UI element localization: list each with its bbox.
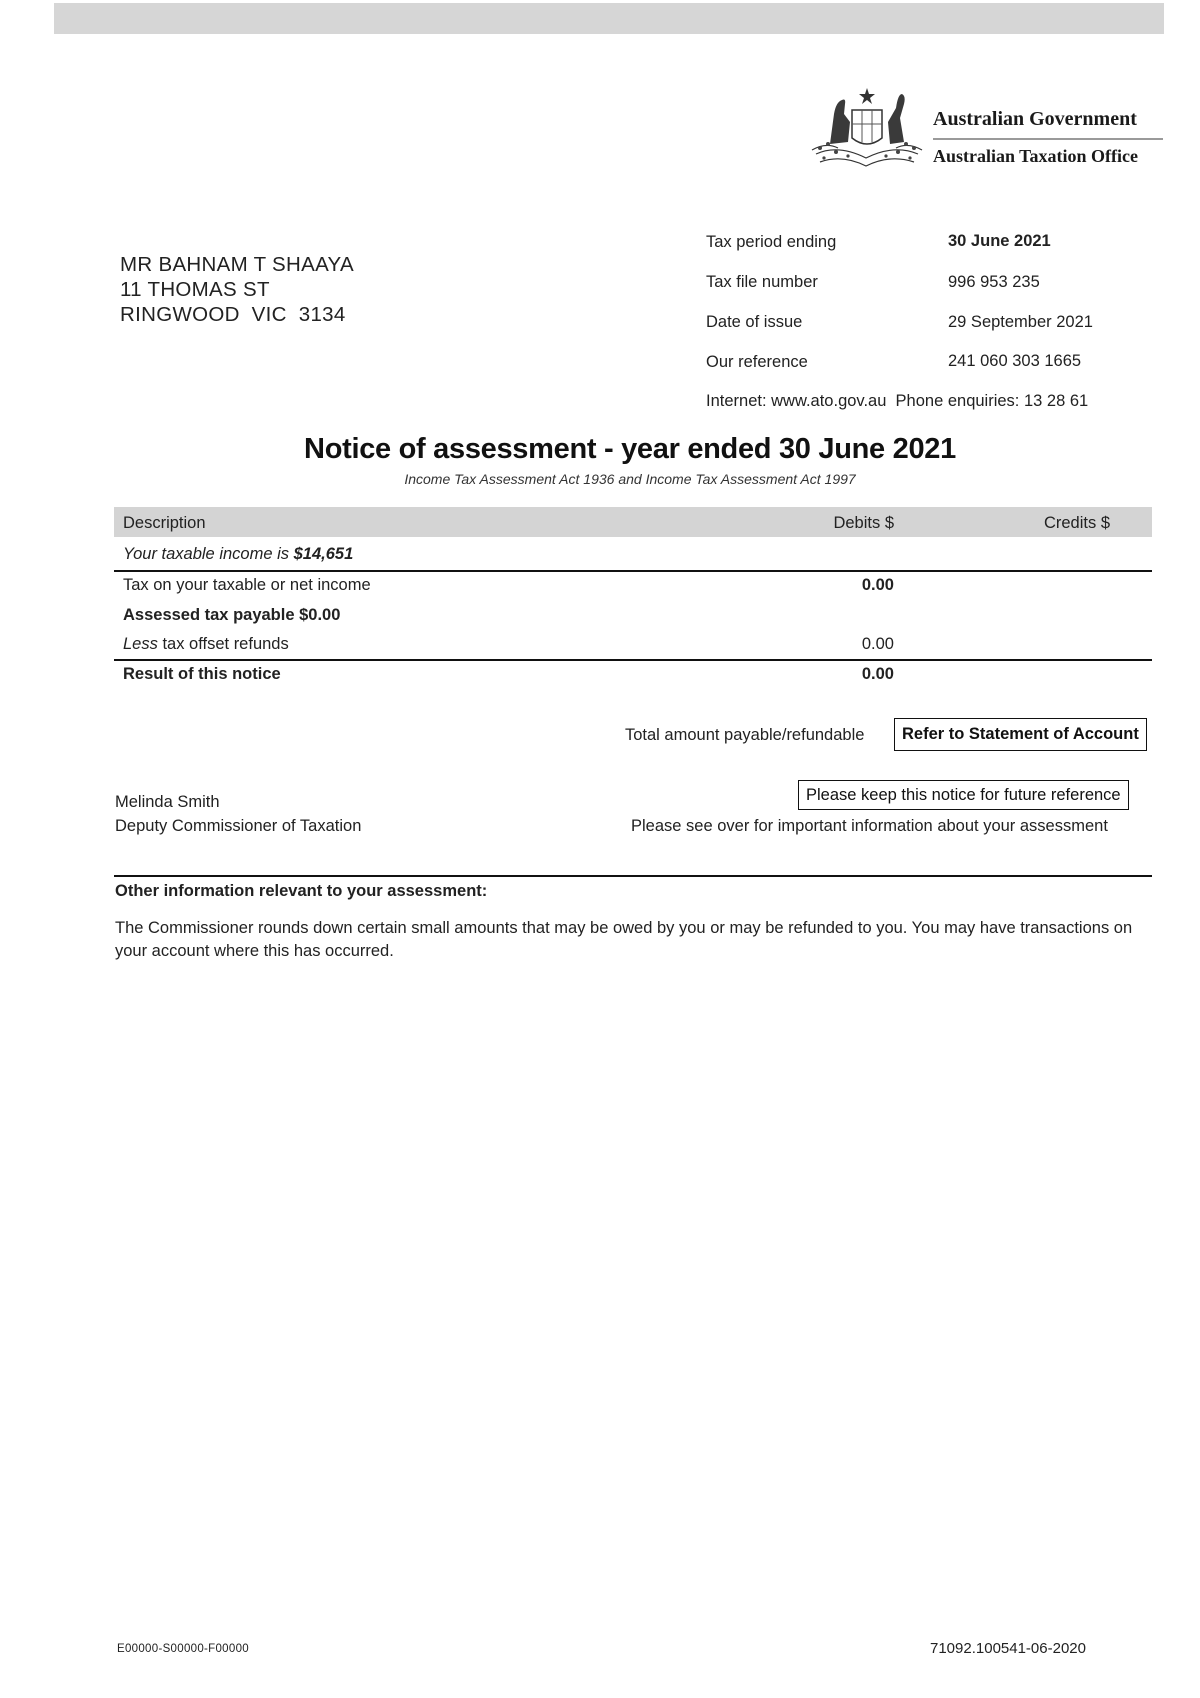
table-row-offset-debit: 0.00 xyxy=(861,635,894,653)
footer-code-left: E00000-S00000-F00000 xyxy=(117,1643,249,1655)
total-amount-label: Total amount payable/refundable xyxy=(625,726,865,744)
table-header xyxy=(114,507,1152,537)
taxable-income-prefix: Your taxable income is xyxy=(123,545,290,563)
footer-code-right: 71092.100541-06-2020 xyxy=(930,1640,1086,1657)
table-row-tax-debit: 0.00 xyxy=(861,576,894,594)
coat-of-arms-icon xyxy=(808,84,926,172)
recipient-name: MR BAHNAM T SHAAYA xyxy=(120,253,354,276)
ato-logo xyxy=(808,84,1168,174)
taxable-income-value: $14,651 xyxy=(293,545,354,563)
table-row-offset-description xyxy=(123,635,289,654)
tfn-label: Tax file number xyxy=(706,273,818,291)
notice-title: Notice of assessment - year ended 30 June 2021 xyxy=(304,433,956,465)
reference-label: Our reference xyxy=(706,353,808,371)
logo-divider xyxy=(933,138,1163,140)
issue-date-value: 29 September 2021 xyxy=(948,313,1093,331)
offset-description: tax offset refunds xyxy=(162,635,289,653)
col-description: Description xyxy=(123,514,206,532)
ato-text: Australian Taxation Office xyxy=(933,146,1139,166)
signatory-title: Deputy Commissioner of Taxation xyxy=(115,817,362,835)
col-debits: Debits $ xyxy=(833,514,894,532)
tax-period-label: Tax period ending xyxy=(706,233,837,251)
see-over-note: Please see over for important information about your assessment xyxy=(631,817,1108,835)
table-row-tax-description: Tax on your taxable or net income xyxy=(123,576,371,594)
result-label: Result of this notice xyxy=(123,665,281,683)
col-credits: Credits $ xyxy=(1043,514,1110,532)
reference-value: 241 060 303 1665 xyxy=(948,352,1082,370)
recipient-street: 11 THOMAS ST xyxy=(120,278,270,301)
top-banner-bar xyxy=(54,3,1164,34)
contact-line: Internet: www.ato.gov.au Phone enquiries: 13 28 61 xyxy=(706,392,1089,410)
result-debit: 0.00 xyxy=(861,665,894,683)
recipient-address xyxy=(120,252,354,327)
other-info-text: The Commissioner rounds down certain small amounts that may be owed by you or may be refunded to you. You may have transactions on your account where this has occurred. xyxy=(115,919,1133,960)
tax-period-value: 30 June 2021 xyxy=(948,232,1051,250)
notice-subtitle: Income Tax Assessment Act 1936 and Income Tax Assessment Act 1997 xyxy=(404,471,856,487)
tfn-value: 996 953 235 xyxy=(948,273,1040,291)
table-rule-top xyxy=(114,570,1152,572)
other-info-heading: Other information relevant to your assessment: xyxy=(115,882,488,900)
signatory-name: Melinda Smith xyxy=(115,793,220,811)
australian-government-text: Australian Government xyxy=(933,108,1137,130)
other-info-rule xyxy=(114,875,1152,877)
total-amount-value: Refer to Statement of Account xyxy=(894,718,1147,751)
recipient-suburb: RINGWOOD VIC 3134 xyxy=(120,303,346,326)
issue-date-label: Date of issue xyxy=(706,313,803,331)
assessed-tax-payable: Assessed tax payable $0.00 xyxy=(123,606,341,624)
offset-less-label: Less xyxy=(123,635,158,653)
taxable-income-row xyxy=(123,545,353,564)
keep-notice-box: Please keep this notice for future reference xyxy=(798,780,1129,810)
table-rule-result xyxy=(114,659,1152,661)
